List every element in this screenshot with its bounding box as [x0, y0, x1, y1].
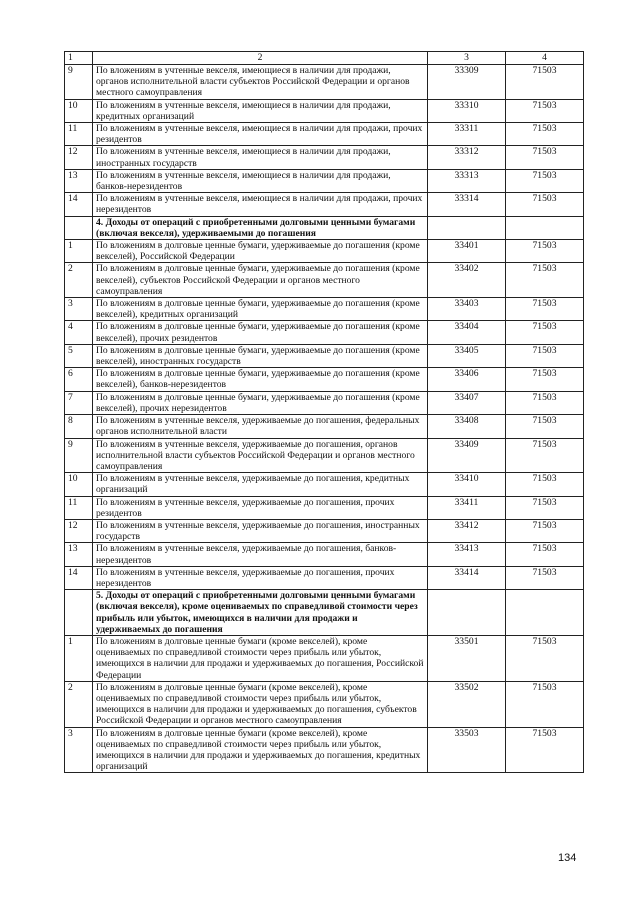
row-number: 3 — [65, 298, 93, 321]
header-cell-4: 4 — [506, 52, 584, 65]
account-number: 71503 — [506, 65, 584, 100]
row-description: По вложениям в учтенные векселя, имеющиеся в наличии для продажи, прочих резидентов — [93, 123, 428, 146]
table-row — [65, 240, 584, 263]
row-number: 5 — [65, 344, 93, 367]
row-number: 12 — [65, 519, 93, 542]
symbol-code: 33404 — [428, 321, 506, 344]
symbol-code: 33414 — [428, 566, 506, 589]
symbol-cell — [428, 590, 506, 636]
account-number: 71503 — [506, 169, 584, 192]
symbol-code: 33413 — [428, 543, 506, 566]
row-number: 3 — [65, 727, 93, 773]
row-number: 2 — [65, 681, 93, 727]
row-number: 10 — [65, 473, 93, 496]
symbol-code: 33313 — [428, 169, 506, 192]
symbol-code: 33309 — [428, 65, 506, 100]
table-row — [65, 635, 584, 681]
symbol-code: 33314 — [428, 193, 506, 216]
account-number: 71503 — [506, 415, 584, 438]
row-description: По вложениям в учтенные векселя, имеющиеся в наличии для продажи, прочих нерезидентов — [93, 193, 428, 216]
table-row — [65, 123, 584, 146]
table-row — [65, 391, 584, 414]
row-description: По вложениям в долговые ценные бумаги, удерживаемые до погашения (кроме векселей), иностранных государств — [93, 344, 428, 367]
account-number: 71503 — [506, 123, 584, 146]
table-row — [65, 519, 584, 542]
header-row — [65, 52, 584, 65]
symbol-code: 33310 — [428, 99, 506, 122]
header-cell-2: 2 — [93, 52, 428, 65]
table-row — [65, 681, 584, 727]
account-number: 71503 — [506, 496, 584, 519]
account-number: 71503 — [506, 368, 584, 391]
account-number: 71503 — [506, 193, 584, 216]
row-number: 12 — [65, 146, 93, 169]
row-number: 8 — [65, 415, 93, 438]
row-number: 14 — [65, 566, 93, 589]
table-row — [65, 321, 584, 344]
row-number: 2 — [65, 263, 93, 298]
table-row — [65, 99, 584, 122]
row-description: По вложениям в долговые ценные бумаги (кроме векселей), кроме оцениваемых по справедливой стоимости через прибыль или убыток, имеющихся в наличии для продажи и удерживаемых до погашения, Российской Федерации — [93, 635, 428, 681]
symbol-code: 33402 — [428, 263, 506, 298]
symbol-code: 33412 — [428, 519, 506, 542]
table-row — [65, 438, 584, 473]
row-description: По вложениям в долговые ценные бумаги (кроме векселей), кроме оцениваемых по справедливой стоимости через прибыль или убыток, имеющихся в наличии для продажи и удерживаемых до погашения, субъектов Российской Федерации и органов местного самоуправления — [93, 681, 428, 727]
account-number: 71503 — [506, 146, 584, 169]
symbol-code: 33503 — [428, 727, 506, 773]
section-title: 5. Доходы от операций с приобретенными долговыми ценными бумагами (включая векселя), кроме оцениваемых по справедливой стоимости через прибыль или убыток, имеющихся в наличии для продажи и удерживаемых до погашения — [93, 590, 428, 636]
account-number: 71503 — [506, 391, 584, 414]
row-description: По вложениям в учтенные векселя, имеющиеся в наличии для продажи, органов исполнительной власти субъектов Российской Федерации и органов местного самоуправления — [93, 65, 428, 100]
row-number: 11 — [65, 496, 93, 519]
row-number: 1 — [65, 240, 93, 263]
table-row — [65, 368, 584, 391]
symbol-code: 33311 — [428, 123, 506, 146]
account-number: 71503 — [506, 566, 584, 589]
table-row — [65, 473, 584, 496]
symbol-code: 33405 — [428, 344, 506, 367]
page-number: 134 — [558, 852, 577, 864]
row-number: 13 — [65, 169, 93, 192]
row-description: По вложениям в учтенные векселя, удерживаемые до погашения, органов исполнительной власти субъектов Российской Федерации и органов местного самоуправления — [93, 438, 428, 473]
row-description: По вложениям в учтенные векселя, удерживаемые до погашения, банков-нерезидентов — [93, 543, 428, 566]
account-cell — [506, 590, 584, 636]
account-number: 71503 — [506, 263, 584, 298]
account-number: 71503 — [506, 543, 584, 566]
row-number: 9 — [65, 65, 93, 100]
row-number: 14 — [65, 193, 93, 216]
table-row — [65, 263, 584, 298]
symbol-code: 33406 — [428, 368, 506, 391]
account-number: 71503 — [506, 240, 584, 263]
table-row — [65, 344, 584, 367]
account-number: 71503 — [506, 438, 584, 473]
row-description: По вложениям в учтенные векселя, имеющиеся в наличии для продажи, иностранных государств — [93, 146, 428, 169]
row-number: 1 — [65, 635, 93, 681]
row-number-cell — [65, 216, 93, 239]
row-description: По вложениям в учтенные векселя, имеющиеся в наличии для продажи, банков-нерезидентов — [93, 169, 428, 192]
table-row — [65, 298, 584, 321]
account-number: 71503 — [506, 727, 584, 773]
row-description: По вложениям в учтенные векселя, удерживаемые до погашения, иностранных государств — [93, 519, 428, 542]
symbol-code: 33410 — [428, 473, 506, 496]
row-number: 6 — [65, 368, 93, 391]
row-description: По вложениям в учтенные векселя, удерживаемые до погашения, прочих нерезидентов — [93, 566, 428, 589]
row-description: По вложениям в долговые ценные бумаги, удерживаемые до погашения (кроме векселей), кредитных организаций — [93, 298, 428, 321]
symbol-code: 33501 — [428, 635, 506, 681]
row-description: По вложениям в учтенные векселя, удерживаемые до погашения, кредитных организаций — [93, 473, 428, 496]
symbol-code: 33312 — [428, 146, 506, 169]
row-number: 4 — [65, 321, 93, 344]
account-number: 71503 — [506, 519, 584, 542]
table-row — [65, 415, 584, 438]
row-description: По вложениям в учтенные векселя, имеющиеся в наличии для продажи, кредитных организаций — [93, 99, 428, 122]
account-number: 71503 — [506, 635, 584, 681]
account-number: 71503 — [506, 344, 584, 367]
row-description: По вложениям в долговые ценные бумаги (кроме векселей), кроме оцениваемых по справедливой стоимости через прибыль или убыток, имеющихся в наличии для продажи и удерживаемых до погашения, кредитных организаций — [93, 727, 428, 773]
section-title: 4. Доходы от операций с приобретенными долговыми ценными бумагами (включая векселя), удерживаемыми до погашения — [93, 216, 428, 239]
table-row — [65, 146, 584, 169]
row-number-cell — [65, 590, 93, 636]
table-body — [65, 52, 584, 773]
table-row — [65, 543, 584, 566]
accounts-table — [64, 51, 584, 773]
row-number: 9 — [65, 438, 93, 473]
header-cell-3: 3 — [428, 52, 506, 65]
row-description: По вложениям в долговые ценные бумаги, удерживаемые до погашения (кроме векселей), прочих резидентов — [93, 321, 428, 344]
table-row — [65, 566, 584, 589]
row-number: 7 — [65, 391, 93, 414]
row-number: 13 — [65, 543, 93, 566]
section-row — [65, 216, 584, 239]
symbol-code: 33409 — [428, 438, 506, 473]
table-row — [65, 727, 584, 773]
symbol-cell — [428, 216, 506, 239]
account-number: 71503 — [506, 321, 584, 344]
row-description: По вложениям в долговые ценные бумаги, удерживаемые до погашения (кроме векселей), прочих нерезидентов — [93, 391, 428, 414]
symbol-code: 33401 — [428, 240, 506, 263]
row-description: По вложениям в долговые ценные бумаги, удерживаемые до погашения (кроме векселей), субъектов Российской Федерации и органов местного самоуправления — [93, 263, 428, 298]
row-number: 10 — [65, 99, 93, 122]
account-number: 71503 — [506, 298, 584, 321]
section-row — [65, 590, 584, 636]
account-number: 71503 — [506, 99, 584, 122]
table-row — [65, 496, 584, 519]
symbol-code: 33502 — [428, 681, 506, 727]
account-number: 71503 — [506, 473, 584, 496]
account-number: 71503 — [506, 681, 584, 727]
table-row — [65, 169, 584, 192]
table-row — [65, 65, 584, 100]
symbol-code: 33407 — [428, 391, 506, 414]
row-number: 11 — [65, 123, 93, 146]
row-description: По вложениям в долговые ценные бумаги, удерживаемые до погашения (кроме векселей), Российской Федерации — [93, 240, 428, 263]
account-cell — [506, 216, 584, 239]
header-cell-1: 1 — [65, 52, 93, 65]
symbol-code: 33408 — [428, 415, 506, 438]
table-row — [65, 193, 584, 216]
symbol-code: 33411 — [428, 496, 506, 519]
row-description: По вложениям в учтенные векселя, удерживаемые до погашения, прочих резидентов — [93, 496, 428, 519]
row-description: По вложениям в долговые ценные бумаги, удерживаемые до погашения (кроме векселей), банков-нерезидентов — [93, 368, 428, 391]
symbol-code: 33403 — [428, 298, 506, 321]
row-description: По вложениям в учтенные векселя, удерживаемые до погашения, федеральных органов исполнительной власти — [93, 415, 428, 438]
